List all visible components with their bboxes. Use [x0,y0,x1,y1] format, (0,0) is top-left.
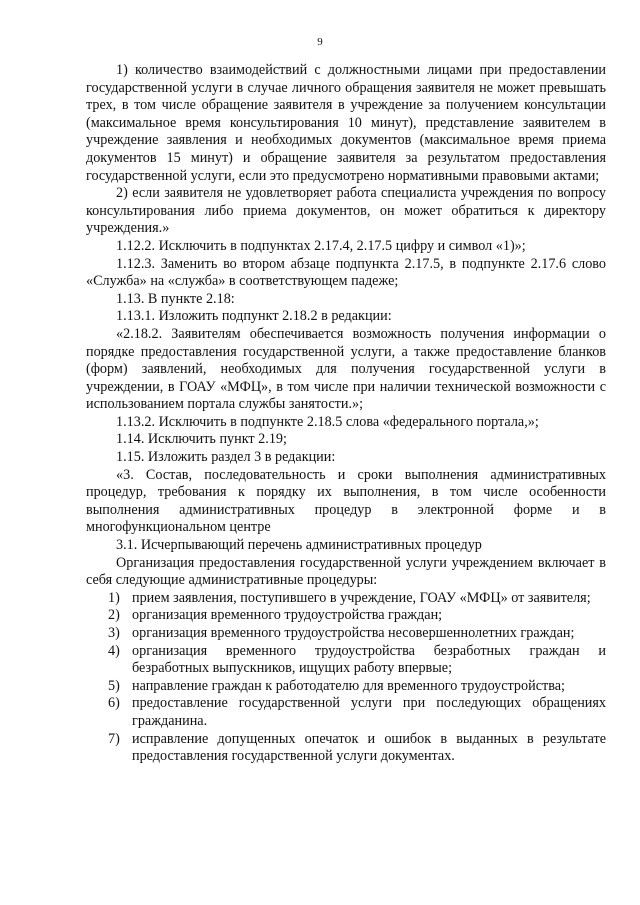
list-item [86,590,606,608]
list-item-text: направление граждан к работодателю для временного трудоустройства; [132,677,565,694]
list-item-number: 3) [108,625,120,641]
list-item [86,643,606,678]
paragraph: 2) если заявителя не удовлетворяет работа специалиста учреждения по вопросу консультирования либо приема документов, он может обратиться к директору учреждения.» [86,185,606,237]
paragraph: 1.12.2. Исключить в подпунктах 2.17.4, 2.17.5 цифру и символ «1)»; [116,237,526,254]
paragraph: Организация предоставления государственной услуги учреждением включает в себя следующие административные процедуры: [86,554,606,589]
paragraph: 1.13.2. Исключить в подпункте 2.18.5 слова «федерального портала,»; [116,413,539,430]
paragraph: 1.13. В пункте 2.18: [116,290,235,307]
document-body [86,62,606,766]
paragraph: «2.18.2. Заявителям обеспечивается возможность получения информации о порядке предоставления государственной услуги, а также предоставление бланков (форм) заявлений, необходимых для получения государственной услуги в учреждении, в ГОАУ «МФЦ», в том числе при наличии технической возможности с использованием портала службы занятости.»; [86,325,606,413]
page-number: 9 [317,36,323,48]
paragraph: 1.13.1. Изложить подпункт 2.18.2 в редакции: [116,308,392,325]
list-item-number: 6) [108,695,120,712]
list-item-number: 5) [108,677,120,694]
paragraph: 1.14. Исключить пункт 2.19; [116,431,287,448]
list-item-number: 7) [108,730,120,747]
list-item-text: прием заявления, поступившего в учреждение, ГОАУ «МФЦ» от заявителя; [132,589,591,606]
list-item-text: исправление допущенных опечаток и ошибок в выданных в результате предоставления государственной услуги документах. [132,730,606,765]
list-item-text: организация временного трудоустройства граждан; [132,607,443,624]
list-item [86,695,606,730]
section-heading: «3. Состав, последовательность и сроки выполнения административных процедур, требования к порядку их выполнения, в том числе особенности выполнения административных процедур в электронной форме и в многофункциональном центре [86,466,606,536]
list-item-number: 1) [108,589,120,606]
paragraph: 1) количество взаимодействий с должностными лицами при предоставлении государственной услуги в случае личного обращения заявителя не может превышать трех, в том числе обращение заявителя в учреждение за получением консультации (максимальное время консультирования 10 минут), представление заявителем в учреждение заявления и необходимых документов (максимальное время приема документов 15 минут) и обращение заявителя за результатом предоставления государственной услуги, если это предусмотрено нормативными правовыми актами; [86,62,606,184]
list-item [86,607,606,625]
list-item-number: 4) [108,642,120,659]
paragraph: 1.15. Изложить раздел 3 в редакции: [116,449,336,466]
list-item-text: организация временного трудоустройства безработных граждан и безработных выпускников, ищущих работу впервые; [132,642,606,677]
paragraph: 1.12.3. Заменить во втором абзаце подпункта 2.17.5, в подпункте 2.17.6 слово «Служба» на «служба» в соответствующем падеже; [86,255,606,290]
list-item-number: 2) [108,607,120,624]
list-item [86,678,606,696]
list-item-text: организация временного трудоустройства несовершеннолетних граждан; [132,625,575,641]
procedures-list [86,590,606,766]
list-item [86,731,606,766]
list-item [86,625,606,643]
subsection-heading: 3.1. Исчерпывающий перечень административных процедур [116,537,482,554]
list-item-text: предоставление государственной услуги при последующих обращениях гражданина. [132,695,606,729]
